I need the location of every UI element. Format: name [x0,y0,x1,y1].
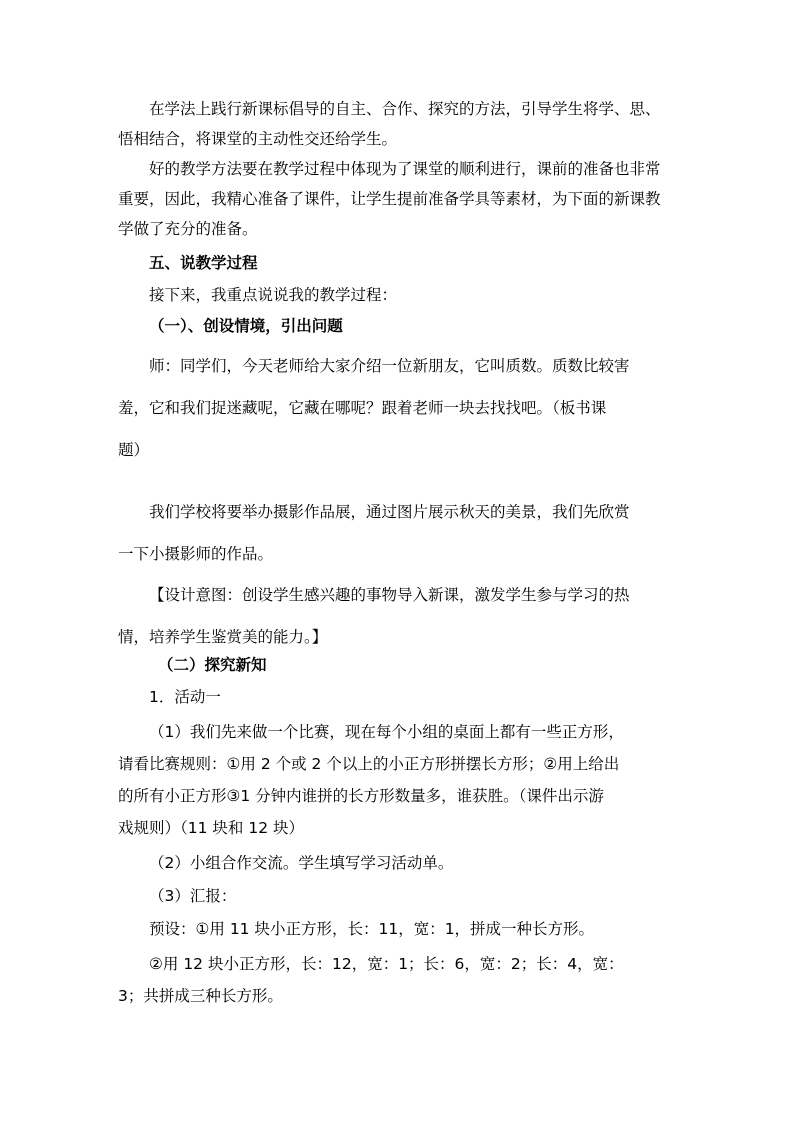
text-line: 学做了充分的准备。 [118,220,258,238]
paragraph-design-intent [118,574,682,658]
text-line: 请看比赛规则：①用 2 个或 2 个以上的小正方形拼摆长方形；②用上给出 [118,755,620,773]
paragraph-step-two: （2）小组合作交流。学生填写学习活动单。 [149,854,454,872]
text-line: 3；共拼成三种长方形。 [118,987,283,1005]
text-line: 一下小摄影师的作品。 [118,545,274,563]
paragraph-teacher-speech [118,345,682,471]
text-line: 【设计意图：创设学生感兴趣的事物导入新课，激发学生参与学习的热 [149,586,630,604]
text-line: 的所有小正方形③1 分钟内谁拼的长方形数量多，谁获胜。（课件出示游 [118,787,604,805]
text-line: 师：同学们，今天老师给大家介绍一位新朋友，它叫质数。质数比较害 [149,357,630,375]
text-line: 悟相结合，将课堂的主动性交还给学生。 [118,130,398,148]
paragraph-preset-one: 预设：①用 11 块小正方形，长：11，宽：1，拼成一种长方形。 [149,920,595,938]
activity-one-title: 1．活动一 [149,688,221,706]
paragraph-learning-method [118,94,682,154]
text-line: 重要，因此，我精心准备了课件，让学生提前准备学具等素材，为下面的新课教 [118,190,661,208]
text-line: 好的教学方法要在教学过程中体现为了课堂的顺利进行，课前的准备也非常 [149,160,661,178]
text-line: 题） [118,441,150,459]
paragraph-preparation [118,154,682,244]
paragraph-step-three: （3）汇报： [149,887,237,905]
text-line: 我们学校将要举办摄影作品展，通过图片展示秋天的美景，我们先欣赏 [149,503,630,521]
subheading-explore-new-knowledge: （二）探究新知 [158,656,267,674]
section-heading-teaching-process: 五、说教学过程 [149,254,258,272]
text-line: 戏规则）（11 块和 12 块） [118,819,304,837]
paragraph-intro: 接下来，我重点说说我的教学过程： [149,286,398,304]
paragraph-step-one [118,716,682,844]
text-line: （1）我们先来做一个比赛，现在每个小组的桌面上都有一些正方形， [149,723,624,741]
text-line: ②用 12 块小正方形，长：12，宽：1；长：6，宽：2；长：4，宽： [149,955,624,973]
paragraph-preset-two [118,948,682,1012]
subheading-create-situation: （一）、创设情境，引出问题 [149,317,343,335]
text-line: 情，培养学生鉴赏美的能力。】 [118,628,328,646]
text-line: 在学法上践行新课标倡导的自主、合作、探究的方法，引导学生将学、思、 [149,100,661,118]
paragraph-photo-exhibition [118,491,682,575]
text-line: 羞，它和我们捉迷藏呢，它藏在哪呢？跟着老师一块去找找吧。（板书课 [118,399,607,417]
